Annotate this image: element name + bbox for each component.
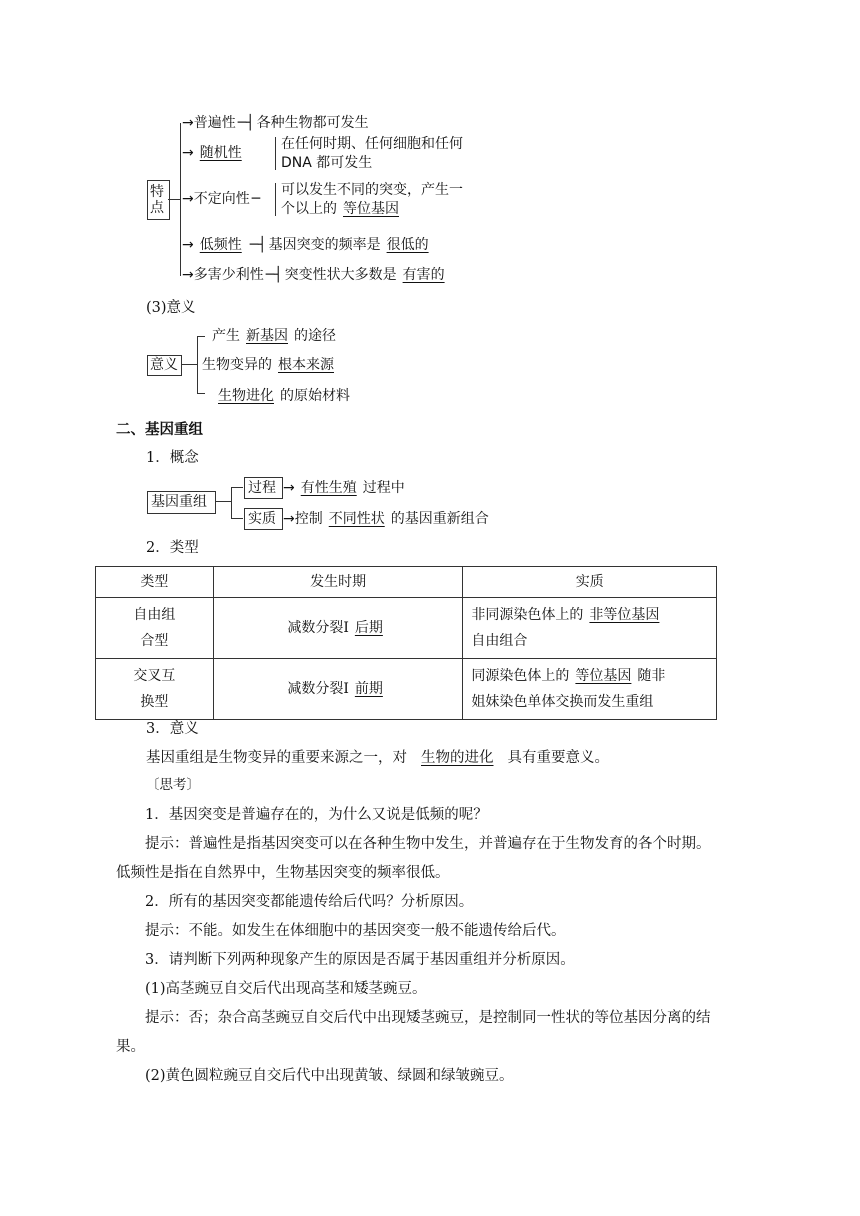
features-root-connector — [168, 199, 180, 200]
answer-3-1: 提示：否；杂合高茎豌豆自交后代中出现矮茎豌豆，是控制同一性状的等位基因分离的结果。 — [116, 1010, 711, 1055]
feature-item-nondirectional: → 不定向性 ─ — [182, 192, 260, 206]
feature-item-harmful: → 多害少利性 ─┤ 突变性状大多数是 有害的 — [182, 268, 451, 282]
section-2-title: 二、基因重组 — [116, 422, 203, 438]
arrow-icon — [283, 480, 295, 496]
arrow-icon — [283, 511, 295, 527]
significance-heading: (3)意义 — [146, 300, 196, 316]
significance-item-2: 生物变异的 根本来源 — [202, 357, 334, 373]
question-1: 1．基因突变是普遍存在的，为什么又说是低频的呢？ — [145, 807, 488, 823]
features-bracket — [180, 123, 181, 276]
meaning-text: 基因重组是生物变异的重要来源之一，对 生物的进化 具有重要意义。 — [146, 750, 609, 766]
table-header-row — [96, 567, 717, 598]
period-cell: 减数分裂Ⅰ 后期 — [213, 598, 463, 659]
answer-1: 提示：普遍性是指基因突变可以在各种生物中发生，并普遍存在于生物发育的各个时期。低频性是指在自然界中，生物基因突变的频率很低。 — [116, 836, 711, 881]
concept-heading: 1．概念 — [146, 450, 199, 466]
arrow-icon — [182, 115, 194, 131]
period-cell: 减数分裂Ⅰ 前期 — [213, 659, 463, 720]
types-table — [95, 566, 717, 720]
types-heading: 2．类型 — [146, 540, 199, 556]
think-label: 〔思考〕 — [146, 777, 200, 793]
arrow-icon — [182, 191, 194, 207]
nondirectional-bracket — [275, 183, 276, 216]
type-cell: 交叉互 换型 — [96, 659, 214, 720]
concept-bracket — [231, 487, 232, 518]
concept-tick-1 — [231, 487, 243, 488]
nondirectional-desc-2: 个以上的 等位基因 — [281, 201, 399, 217]
process-row: → 有性生殖 过程中 — [283, 481, 405, 495]
essence-label: 实质 — [248, 511, 276, 527]
question-3-1: (1)高茎豌豆自交后代出现高茎和矮茎豌豆。 — [145, 981, 427, 997]
significance-connector — [181, 364, 197, 365]
significance-item-3: 生物进化 的原始材料 — [218, 388, 350, 404]
feature-item-low-frequency: → 低频性 ─┤ 基因突变的频率是 很低的 — [182, 238, 435, 252]
significance-bracket — [197, 336, 198, 394]
significance-item-1: 产生 新基因 的途径 — [212, 328, 336, 344]
randomness-desc-1: 在任何时期、任何细胞和任何 — [281, 136, 463, 152]
table-row — [96, 659, 717, 720]
table-header: 实质 — [463, 567, 717, 598]
concept-tick-2 — [231, 518, 243, 519]
question-2: 2．所有的基因突变都能遗传给后代吗？分析原因。 — [145, 894, 474, 910]
table-row — [96, 598, 717, 659]
arrow-icon — [182, 237, 194, 253]
arrow-icon — [182, 267, 194, 283]
meaning-heading: 3．意义 — [146, 721, 199, 737]
features-root-label: 特点 — [150, 184, 164, 216]
essence-row: → 控制 不同性状 的基因重新组合 — [283, 512, 489, 526]
feature-item-universality: → 普遍性 ─┤ 各种生物都可发生 — [182, 116, 369, 130]
question-3: 3．请判断下列两种现象产生的原因是否属于基因重组并分析原因。 — [145, 952, 575, 968]
essence-cell: 非同源染色体上的 非等位基因 自由组合 — [463, 598, 717, 659]
question-3-2: (2)黄色圆粒豌豆自交后代中出现黄皱、绿圆和绿皱豌豆。 — [145, 1068, 514, 1084]
type-cell: 自由组 合型 — [96, 598, 214, 659]
concept-connector — [215, 501, 231, 502]
answer-2: 提示：不能。如发生在体细胞中的基因突变一般不能遗传给后代。 — [145, 923, 566, 939]
randomness-bracket — [275, 137, 276, 170]
nondirectional-desc-1: 可以发生不同的突变，产生一 — [281, 182, 463, 198]
randomness-desc-2: DNA 都可发生 — [281, 155, 373, 171]
significance-root-label: 意义 — [150, 357, 178, 373]
essence-cell: 同源染色体上的 等位基因 随非 姐妹染色单体交换而发生重组 — [463, 659, 717, 720]
feature-item-randomness: → 随机性 — [182, 146, 248, 160]
table-header: 发生时期 — [213, 567, 463, 598]
table-header: 类型 — [96, 567, 214, 598]
process-label: 过程 — [248, 480, 276, 496]
significance-tick-3 — [197, 393, 205, 394]
significance-tick-1 — [197, 336, 205, 337]
concept-root-label: 基因重组 — [151, 494, 207, 510]
arrow-icon — [182, 145, 194, 161]
